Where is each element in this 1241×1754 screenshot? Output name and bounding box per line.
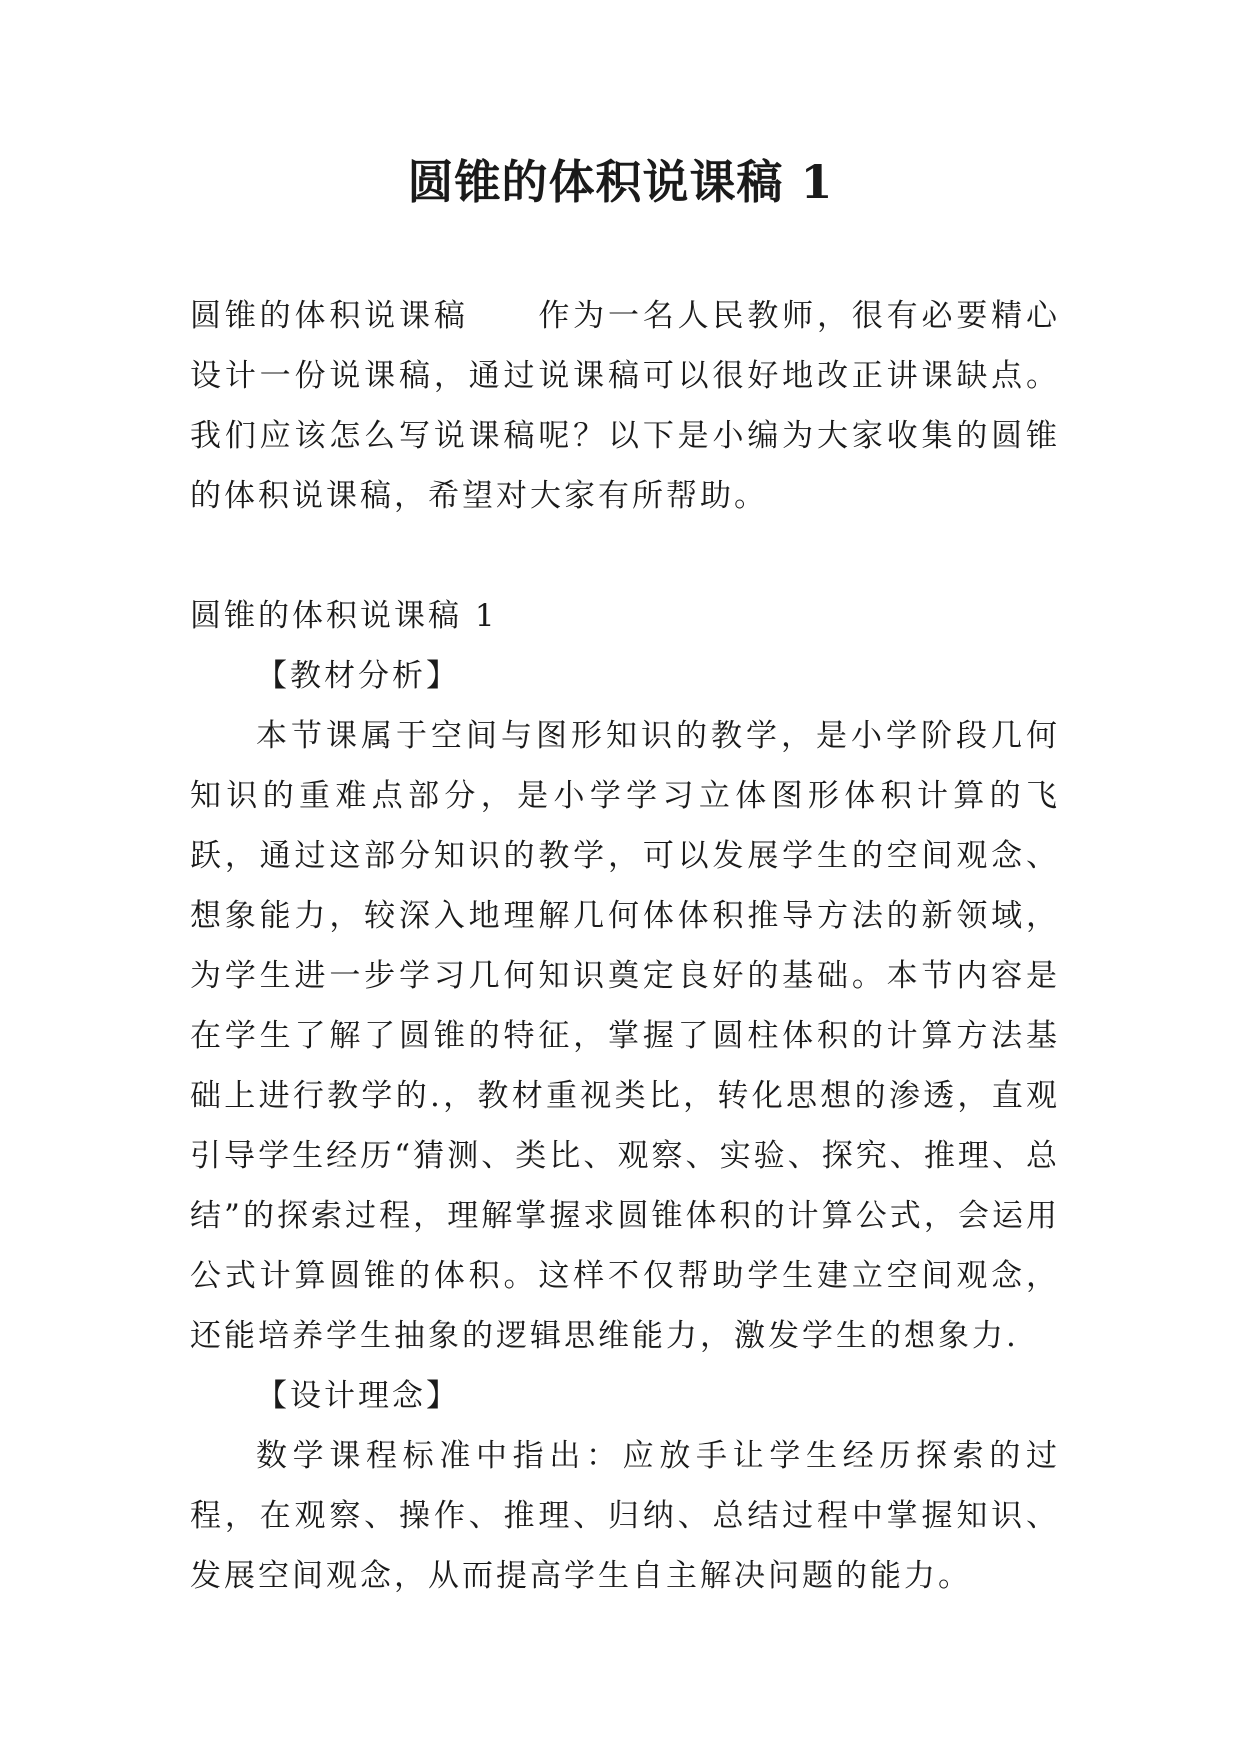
section-heading: 圆锥的体积说课稿 1 bbox=[190, 598, 498, 634]
paragraph-spacer bbox=[190, 526, 1060, 586]
subheading-textbook-analysis: 【教材分析】 bbox=[256, 658, 460, 694]
subheading-design-concept: 【设计理念】 bbox=[256, 1378, 460, 1414]
document-content bbox=[190, 286, 1060, 1606]
intro-paragraph: 圆锥的体积说课稿 作为一名人民教师，很有必要精心设计一份说课稿，通过说课稿可以很好地改正讲课缺点。我们应该怎么写说课稿呢？以下是小编为大家收集的圆锥的体积说课稿，希望对大家有所帮助。 bbox=[190, 298, 1060, 514]
paragraph-textbook-analysis: 本节课属于空间与图形知识的教学，是小学阶段几何知识的重难点部分，是小学学习立体图形体积计算的飞跃，通过这部分知识的教学，可以发展学生的空间观念、想象能力，较深入地理解几何体体积推导方法的新领域，为学生进一步学习几何知识奠定良好的基础。本节内容是在学生了解了圆锥的特征，掌握了圆柱体积的计算方法基础上进行教学的.，教材重视类比，转化思想的渗透，直观引导学生经历“猜测、类比、观察、实验、探究、推理、总结”的探索过程，理解掌握求圆锥体积的计算公式，会运用公式计算圆锥的体积。这样不仅帮助学生建立空间观念，还能培养学生抽象的逻辑思维能力，激发学生的想象力. bbox=[190, 718, 1060, 1354]
paragraph-design-concept: 数学课程标准中指出：应放手让学生经历探索的过程，在观察、操作、推理、归纳、总结过程中掌握知识、发展空间观念，从而提高学生自主解决问题的能力。 bbox=[190, 1438, 1060, 1594]
document-title: 圆锥的体积说课稿 1 bbox=[407, 155, 834, 209]
